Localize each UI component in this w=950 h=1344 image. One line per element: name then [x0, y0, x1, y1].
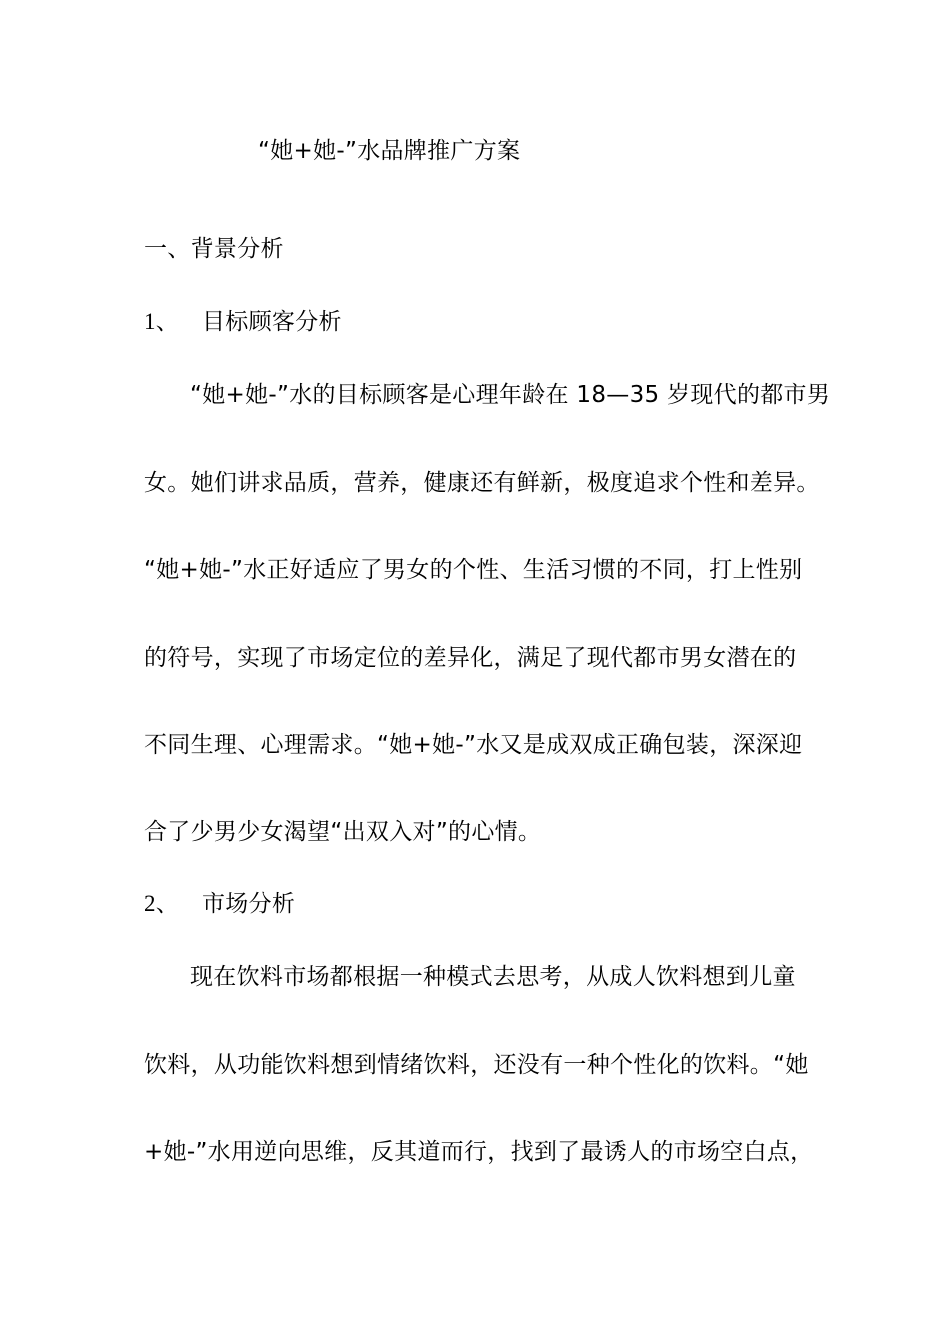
paragraph-line: 现在饮料市场都根据一种模式去思考，从成人饮料想到儿童: [190, 964, 796, 990]
subsection-heading-market-analysis: [144, 889, 296, 919]
document-title: “她+她-”水品牌推广方案: [258, 138, 521, 164]
subsection-heading-target-customers: [144, 307, 342, 337]
paragraph-line: 的符号，实现了市场定位的差异化，满足了现代都市男女潜在的: [144, 645, 797, 671]
paragraph-line: “她+她-”水正好适应了男女的个性、生活习惯的不同，打上性别: [144, 557, 803, 583]
paragraph-line: 不同生理、心理需求。“她+她-”水又是成双成正确包装，深深迎: [144, 732, 803, 758]
paragraph-line: +她-”水用逆向思维，反其道而行，找到了最诱人的市场空白点，: [144, 1139, 814, 1165]
paragraph-line: 女。她们讲求品质，营养，健康还有鲜新，极度追求个性和差异。: [144, 470, 820, 496]
paragraph-line: 饮料，从功能饮料想到情绪饮料，还没有一种个性化的饮料。“她: [144, 1052, 809, 1078]
paragraph-line: “她+她-”水的目标顾客是心理年龄在 18—35 岁现代的都市男: [190, 382, 831, 408]
subsection-number: 2、: [144, 891, 180, 916]
subsection-label: 市场分析: [202, 891, 296, 917]
subsection-number: 1、: [144, 309, 180, 334]
section-heading-background: 一、背景分析: [144, 236, 284, 262]
paragraph-line: 合了少男少女渴望“出双入对”的心情。: [144, 819, 542, 845]
subsection-label: 目标顾客分析: [202, 309, 342, 335]
